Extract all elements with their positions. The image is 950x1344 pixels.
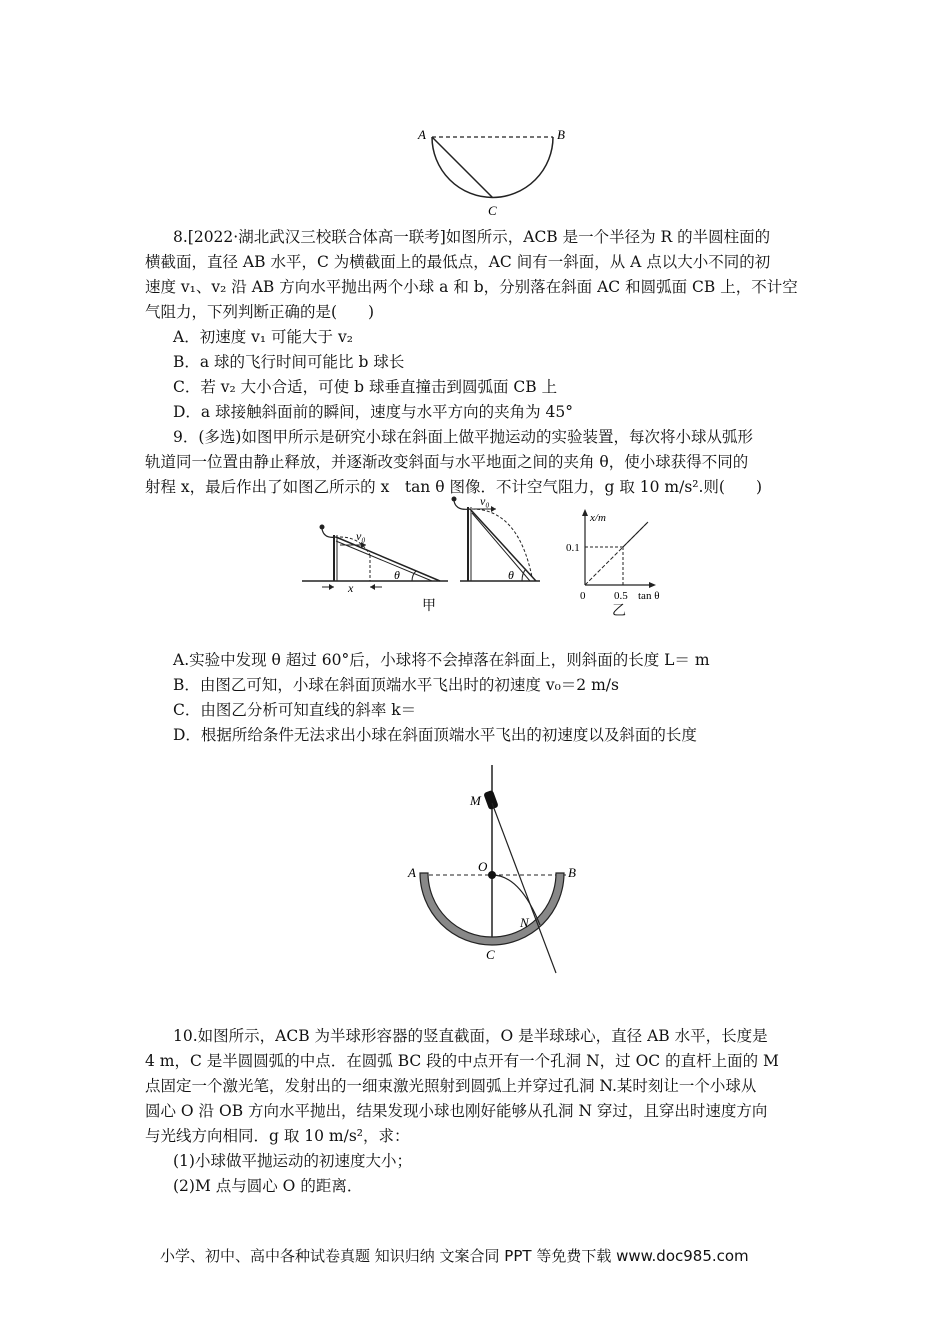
page-footer: 小学、初中、高中各种试卷真题 知识归纳 文案合同 PPT 等免费下载 www.doc985.com bbox=[160, 1247, 749, 1265]
graph-ytick: 0.1 bbox=[566, 542, 580, 554]
graph-xlabel: tan θ bbox=[638, 590, 660, 602]
q10-line-5: 与光线方向相同．g 取 10 m/s²，求： bbox=[145, 1127, 410, 1145]
graph-xtick: 0.5 bbox=[614, 590, 628, 602]
q9-line-2: 轨道同一位置由静止释放，并逐渐改变斜面与水平地面之间的夹角 θ，使小球获得不同的 bbox=[145, 453, 749, 471]
x-arrow-left bbox=[329, 584, 334, 590]
incline-left-2 bbox=[336, 541, 432, 581]
arc-acb bbox=[432, 137, 553, 197]
y-axis-arrow bbox=[582, 509, 588, 516]
q10-sub-1: (1)小球做平抛运动的初速度大小； bbox=[173, 1152, 412, 1170]
label-theta-right: θ bbox=[508, 568, 514, 582]
ball-trajectory bbox=[492, 875, 540, 925]
q8-option-a[interactable]: A．初速度 v₁ 可能大于 v₂ bbox=[173, 328, 353, 346]
q10-line-4: 圆心 O 沿 OB 方向水平抛出，结果发现小球也刚好能够从孔洞 N 穿过，且穿出时速度方向 bbox=[145, 1102, 768, 1120]
label-v0-left: v₀ bbox=[356, 529, 366, 543]
q9-option-a[interactable]: A.实验中发现 θ 超过 60°后，小球将不会掉落在斜面上，则斜面的长度 L＝ m bbox=[173, 651, 710, 669]
figure-q9-graph bbox=[560, 505, 675, 605]
q9-option-d[interactable]: D．根据所给条件无法求出小球在斜面顶端水平飞出的初速度以及斜面的长度 bbox=[173, 726, 697, 744]
q9-option-c[interactable]: C．由图乙分析可知直线的斜率 k＝ bbox=[173, 701, 417, 719]
graph-origin: 0 bbox=[580, 590, 586, 602]
label-b: B bbox=[557, 127, 565, 142]
q8-option-c[interactable]: C．若 v₂ 大小合适，可使 b 球垂直撞击到圆弧面 CB 上 bbox=[173, 378, 558, 396]
incline-ac bbox=[432, 137, 493, 198]
x-axis-arrow bbox=[649, 582, 656, 588]
q8-line-4: 气阻力，下列判断正确的是( ) bbox=[145, 303, 375, 321]
label-theta-left: θ bbox=[394, 568, 400, 582]
arrowhead-v0-right bbox=[491, 506, 496, 512]
laser-beam bbox=[492, 803, 556, 973]
figure-q9-apparatus bbox=[300, 495, 550, 620]
q8-line-2: 横截面，直径 AB 水平，C 为横截面上的最低点，AC 间有一斜面，从 A 点以大小不同的初 bbox=[145, 253, 771, 271]
trajectory-left bbox=[340, 537, 370, 555]
label-x: x bbox=[348, 581, 354, 595]
label-m: M bbox=[470, 793, 481, 808]
q10-line-1: 10.如图所示，ACB 为半球形容器的竖直截面，O 是半球球心，直径 AB 水平，长度是 bbox=[173, 1027, 768, 1045]
incline-right bbox=[470, 509, 536, 581]
q8-line-1: 8.[2022·湖北武汉三校联合体高一联考]如图所示，ACB 是一个半径为 R 的半圆柱面的 bbox=[173, 228, 771, 246]
x-arrow-right bbox=[370, 584, 375, 590]
figure-q8-semicircle bbox=[410, 125, 580, 220]
label-v0-right: v₀ bbox=[480, 495, 490, 508]
q8-option-b[interactable]: B．a 球的飞行时间可能比 b 球长 bbox=[173, 353, 405, 371]
center-o bbox=[488, 871, 496, 879]
label-yi: 乙 bbox=[612, 603, 626, 619]
label-jia: 甲 bbox=[422, 599, 436, 614]
q8-line-3: 速度 v₁、v₂ 沿 AB 方向水平抛出两个小球 a 和 b，分别落在斜面 AC 和圆弧面 CB 上，不计空 bbox=[145, 278, 798, 296]
label-c: C bbox=[488, 203, 497, 218]
label-o: O bbox=[478, 859, 488, 874]
q9-option-b[interactable]: B．由图乙可知，小球在斜面顶端水平飞出时的初速度 v₀＝2 m/s bbox=[173, 676, 619, 694]
q10-line-2: 4 m，C 是半圆圆弧的中点．在圆弧 BC 段的中点开有一个孔洞 N，过 OC 的直杆上面的 M bbox=[145, 1052, 779, 1070]
incline-left bbox=[336, 537, 440, 581]
ball-left bbox=[320, 525, 325, 530]
figure-q10-hemisphere bbox=[400, 765, 590, 980]
q8-option-d[interactable]: D．a 球接触斜面前的瞬间，速度与水平方向的夹角为 45° bbox=[173, 403, 573, 421]
graph-ylabel: x/m bbox=[590, 512, 606, 524]
label-c: C bbox=[486, 947, 495, 962]
q10-line-3: 点固定一个激光笔，发射出的一细束激光照射到圆弧上并穿过孔洞 N.某时刻让一个小球从 bbox=[145, 1077, 757, 1095]
q9-line-1: 9．(多选)如图甲所示是研究小球在斜面上做平抛运动的实验装置，每次将小球从弧形 bbox=[173, 428, 753, 446]
q10-sub-2: (2)M 点与圆心 O 的距离． bbox=[173, 1177, 363, 1195]
laser-pen bbox=[483, 790, 499, 810]
label-b: B bbox=[568, 865, 576, 880]
graph-line-solid bbox=[623, 522, 648, 547]
label-a: A bbox=[408, 865, 416, 880]
ball-right bbox=[452, 497, 457, 502]
label-n: N bbox=[520, 915, 529, 930]
incline-right-2 bbox=[472, 513, 530, 581]
label-a: A bbox=[418, 127, 426, 142]
q9-line-3: 射程 x，最后作出了如图乙所示的 x tan θ 图像．不计空气阻力，g 取 10 m/s².则( ) bbox=[145, 478, 763, 496]
